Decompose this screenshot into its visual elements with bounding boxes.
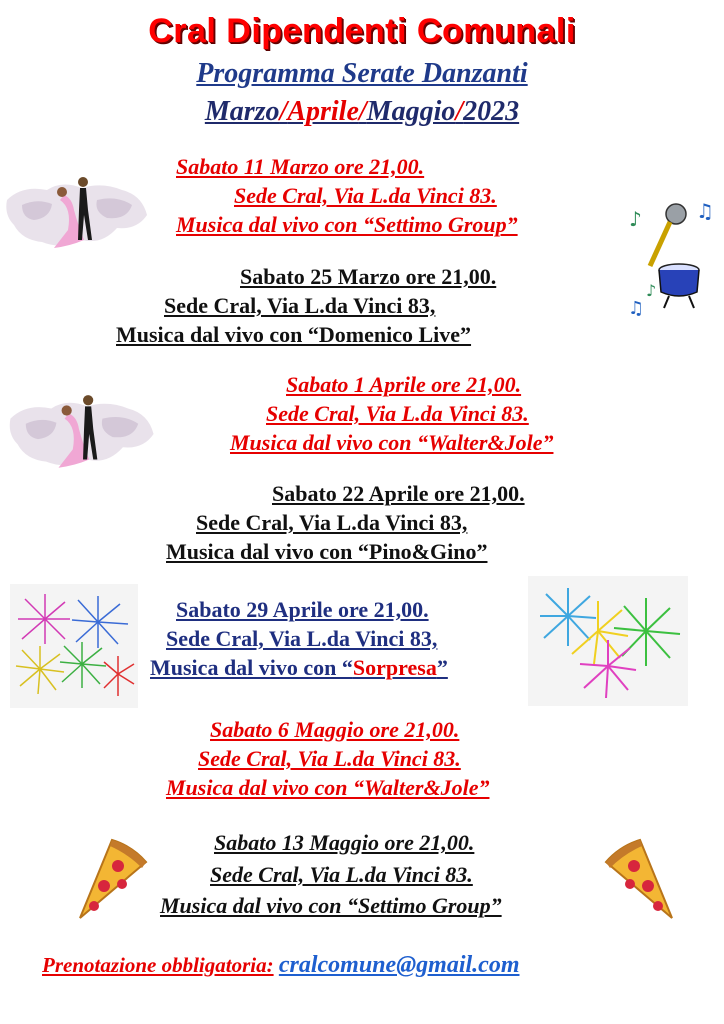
svg-text:♫: ♫ [696,199,714,223]
separator: / [455,96,464,127]
pizza-slice-icon [72,832,152,924]
month-march: Marzo [204,96,280,127]
music-prefix: Musica dal vivo con “ [150,655,353,680]
svg-text:♫: ♫ [628,298,645,319]
event-date: Sabato 6 Maggio ore 21,00. [210,717,460,742]
event-music: Musica dal vivo con “Walter&Jole” [230,430,554,455]
event-music [150,655,448,681]
year: 2023 [463,96,520,127]
svg-text:♪: ♪ [629,207,642,231]
event-music: Musica dal vivo con “Pino&Gino” [166,539,488,564]
separator: / [358,96,367,127]
music-highlight: Sorpresa [352,655,437,680]
svg-text:♪: ♪ [646,281,657,300]
event-place: Sede Cral, Via L.da Vinci 83. [198,746,461,771]
page-title: Cral Dipendenti Comunali [148,12,576,50]
event-music: Musica dal vivo con “Settimo Group” [160,893,502,918]
event-place: Sede Cral, Via L.da Vinci 83, [166,626,438,651]
music-suffix: ” [436,655,448,680]
event-place: Sede Cral, Via L.da Vinci 83. [234,183,497,208]
fireworks-icon [528,576,688,706]
pizza-slice-icon [596,832,680,924]
months-heading [0,96,724,128]
event-place: Sede Cral, Via L.da Vinci 83, [196,510,468,535]
event-place: Sede Cral, Via L.da Vinci 83. [210,862,473,887]
dancers-map-icon [2,170,152,260]
event-date: Sabato 13 Maggio ore 21,00. [214,830,475,855]
event-music: Musica dal vivo con “Settimo Group” [176,212,518,237]
page-subtitle: Programma Serate Danzanti [196,58,528,89]
month-may: Maggio [366,96,456,127]
event-music: Musica dal vivo con “Domenico Live” [116,322,472,347]
event-place: Sede Cral, Via L.da Vinci 83. [266,401,529,426]
booking-label: Prenotazione obbligatoria: [42,953,274,977]
event-date: Sabato 1 Aprile ore 21,00. [286,372,522,397]
event-date: Sabato 29 Aprile ore 21,00. [176,597,429,622]
separator: / [279,96,288,127]
event-date: Sabato 22 Aprile ore 21,00. [272,481,525,506]
event-date: Sabato 25 Marzo ore 21,00. [240,264,497,289]
event-music: Musica dal vivo con “Walter&Jole” [166,775,490,800]
microphone-drum-icon [624,196,724,326]
event-date: Sabato 11 Marzo ore 21,00. [176,154,425,179]
month-april: Aprile [287,96,359,127]
booking-note [42,952,519,979]
dancers-map-icon [2,388,162,480]
fireworks-icon [10,584,138,708]
event-place: Sede Cral, Via L.da Vinci 83, [164,293,436,318]
email-link[interactable]: cralcomune@gmail.com [278,952,520,978]
